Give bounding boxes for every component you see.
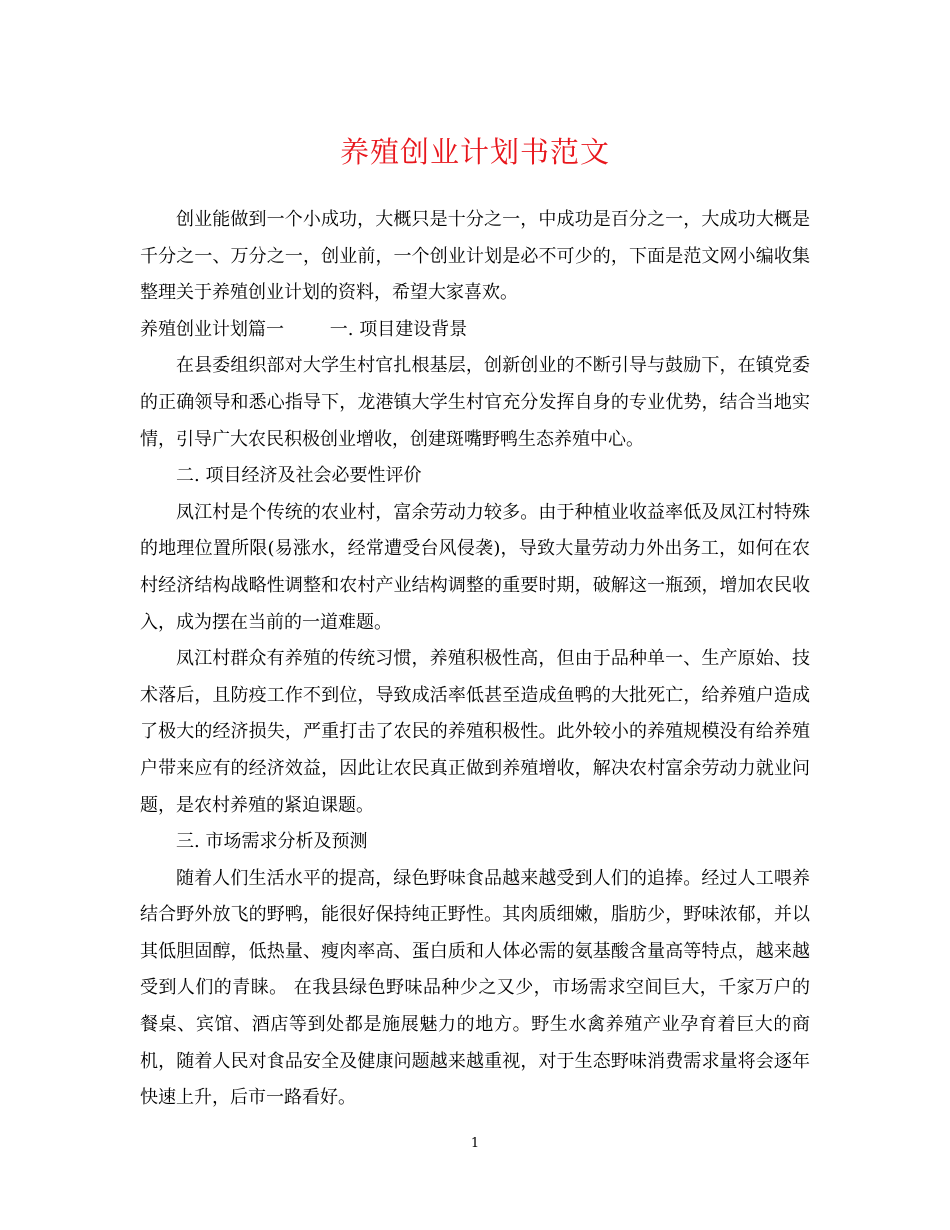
paragraph-intro: 创业能做到一个小成功，大概只是十分之一，中成功是百分之一，大成功大概是千分之一、万分之一，创业前，一个创业计划是必不可少的，下面是范文网小编收集整理关于养殖创业计划的资料，希望大家喜欢。 bbox=[140, 209, 810, 304]
paragraph-necessity-2: 凤江村群众有养殖的传统习惯，养殖积极性高，但由于品种单一、生产原始、技术落后，且防疫工作不到位，导致成活率低甚至造成鱼鸭的大批死亡，给养殖户造成了极大的经济损失，严重打击了农民的养殖积极性。此外较小的养殖规模没有给养殖户带来应有的经济效益，因此让农民真正做到养殖增收，解决农村富余劳动力就业问题，是农村养殖的紧迫课题。 bbox=[140, 648, 810, 816]
section-heading-background: 养殖创业计划篇一 一. 项目建设背景 bbox=[140, 318, 468, 340]
page-number: 1 bbox=[470, 1136, 480, 1151]
paragraph-market: 随着人们生活水平的提高，绿色野味食品越来越受到人们的追捧。经过人工喂养结合野外放飞的野鸭，能很好保持纯正野性。其肉质细嫩，脂肪少，野味浓郁，并以其低胆固醇，低热量、瘦肉率高、蛋白质和人体必需的氨基酸含量高等特点，越来越受到人们的青睐。 在我县绿色野味品种少之又少，市场需求空间巨大，千家万户的餐桌、宾馆、酒店等到处都是施展魅力的地方。野生水禽养殖产业孕育着巨大的商机，随着人民对食品安全及健康问题越来越重视，对于生态野味消费需求量将会逐年快速上升，后市一路看好。 bbox=[140, 867, 810, 1109]
paragraph-background: 在县委组织部对大学生村官扎根基层，创新创业的不断引导与鼓励下，在镇党委的正确领导和悉心指导下，龙港镇大学生村官充分发挥自身的专业优势，结合当地实情，引导广大农民积极创业增收，创建斑嘴野鸭生态养殖中心。 bbox=[140, 355, 810, 450]
document-title: 养殖创业计划书范文 bbox=[339, 135, 610, 169]
section-heading-necessity: 二. 项目经济及社会必要性评价 bbox=[176, 465, 422, 487]
section-heading-market: 三. 市场需求分析及预测 bbox=[176, 831, 368, 853]
paragraph-necessity-1: 凤江村是个传统的农业村，富余劳动力较多。由于种植业收益率低及凤江村特殊的地理位置所限(易涨水，经常遭受台风侵袭)，导致大量劳动力外出务工，如何在农村经济结构战略性调整和农村产业结构调整的重要时期，破解这一瓶颈，增加农民收入，成为摆在当前的一道难题。 bbox=[140, 501, 810, 633]
document-body bbox=[140, 202, 810, 1117]
